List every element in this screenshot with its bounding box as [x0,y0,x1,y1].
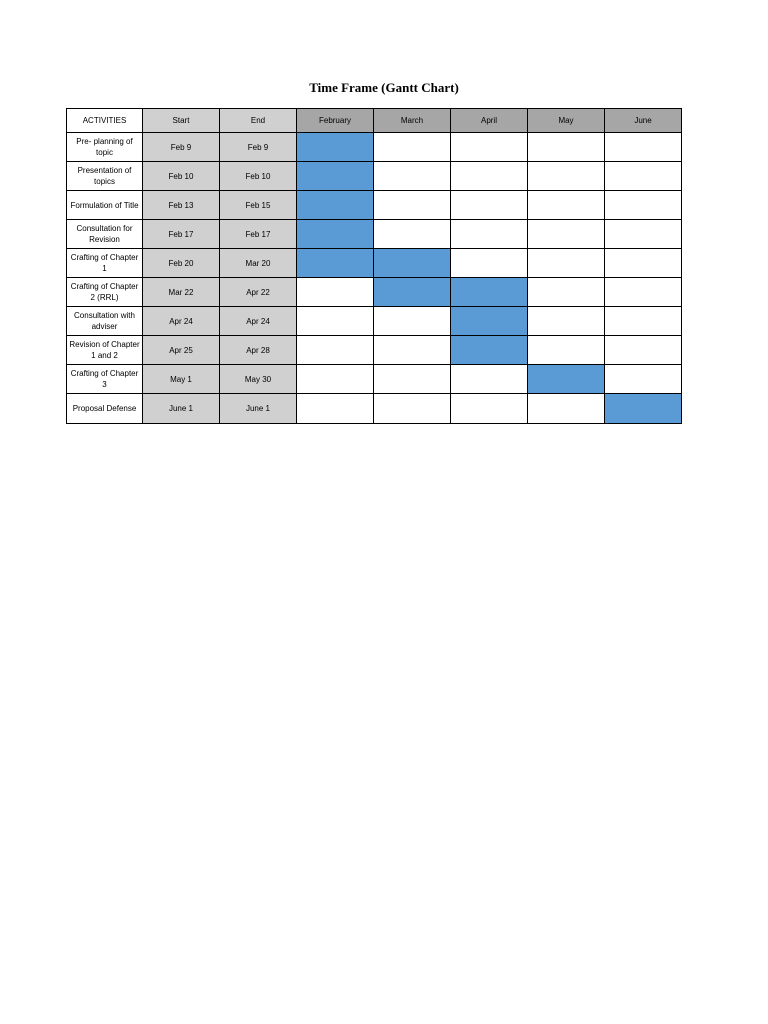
header-end: End [220,109,297,133]
start-date: Feb 13 [143,191,220,220]
gantt-empty-cell [451,365,528,394]
gantt-bar-cell [605,394,682,424]
gantt-bar-cell [297,220,374,249]
gantt-empty-cell [374,365,451,394]
end-date: Apr 28 [220,336,297,365]
gantt-empty-cell [374,133,451,162]
table-row [67,249,682,278]
activity-label: Consultation with adviser [67,307,143,336]
gantt-empty-cell [605,191,682,220]
gantt-empty-cell [297,307,374,336]
header-month: June [605,109,682,133]
activity-label: Consultation for Revision [67,220,143,249]
end-date: May 30 [220,365,297,394]
gantt-bar-cell [297,191,374,220]
gantt-empty-cell [451,133,528,162]
end-date: Feb 10 [220,162,297,191]
activity-label: Revision of Chapter 1 and 2 [67,336,143,365]
table-row [67,336,682,365]
table-row [67,365,682,394]
gantt-empty-cell [451,394,528,424]
gantt-empty-cell [374,307,451,336]
gantt-empty-cell [605,249,682,278]
gantt-empty-cell [297,278,374,307]
gantt-empty-cell [528,162,605,191]
activity-label: Crafting of Chapter 3 [67,365,143,394]
table-row [67,133,682,162]
gantt-bar-cell [451,336,528,365]
table-row [67,220,682,249]
gantt-empty-cell [374,191,451,220]
end-date: Apr 24 [220,307,297,336]
gantt-empty-cell [605,220,682,249]
end-date: Feb 9 [220,133,297,162]
activity-label: Crafting of Chapter 2 (RRL) [67,278,143,307]
gantt-empty-cell [374,394,451,424]
gantt-bar-cell [451,307,528,336]
gantt-empty-cell [528,307,605,336]
start-date: June 1 [143,394,220,424]
gantt-empty-cell [605,336,682,365]
gantt-empty-cell [297,336,374,365]
header-month: February [297,109,374,133]
gantt-empty-cell [451,162,528,191]
gantt-empty-cell [605,365,682,394]
activity-label: Crafting of Chapter 1 [67,249,143,278]
end-date: Feb 17 [220,220,297,249]
table-row [67,307,682,336]
start-date: Mar 22 [143,278,220,307]
gantt-empty-cell [605,307,682,336]
header-row [67,109,682,133]
gantt-empty-cell [374,162,451,191]
gantt-bar-cell [374,249,451,278]
header-month: May [528,109,605,133]
activity-label: Presentation of topics [67,162,143,191]
gantt-empty-cell [528,394,605,424]
gantt-empty-cell [451,220,528,249]
gantt-empty-cell [297,365,374,394]
gantt-empty-cell [374,336,451,365]
activity-label: Pre- planning of topic [67,133,143,162]
gantt-bar-cell [374,278,451,307]
gantt-empty-cell [374,220,451,249]
gantt-bar-cell [451,278,528,307]
header-month: March [374,109,451,133]
start-date: May 1 [143,365,220,394]
start-date: Feb 10 [143,162,220,191]
table-row [67,162,682,191]
table-row [67,278,682,307]
table-row [67,394,682,424]
gantt-empty-cell [528,336,605,365]
header-activities: ACTIVITIES [67,109,143,133]
chart-title: Time Frame (Gantt Chart) [309,80,459,95]
activity-label: Formulation of Title [67,191,143,220]
gantt-bar-cell [297,133,374,162]
gantt-empty-cell [451,249,528,278]
gantt-body [67,133,682,424]
end-date: Feb 15 [220,191,297,220]
start-date: Feb 20 [143,249,220,278]
gantt-bar-cell [297,162,374,191]
gantt-empty-cell [528,191,605,220]
header-start: Start [143,109,220,133]
end-date: Mar 20 [220,249,297,278]
gantt-empty-cell [528,133,605,162]
gantt-empty-cell [297,394,374,424]
gantt-bar-cell [297,249,374,278]
table-row [67,191,682,220]
gantt-empty-cell [451,191,528,220]
start-date: Feb 9 [143,133,220,162]
end-date: Apr 22 [220,278,297,307]
gantt-empty-cell [528,278,605,307]
start-date: Feb 17 [143,220,220,249]
gantt-empty-cell [605,278,682,307]
gantt-empty-cell [605,162,682,191]
header-month: April [451,109,528,133]
gantt-empty-cell [605,133,682,162]
activity-label: Proposal Defense [67,394,143,424]
gantt-empty-cell [528,220,605,249]
gantt-bar-cell [528,365,605,394]
start-date: Apr 24 [143,307,220,336]
gantt-table [66,108,682,424]
start-date: Apr 25 [143,336,220,365]
gantt-empty-cell [528,249,605,278]
end-date: June 1 [220,394,297,424]
